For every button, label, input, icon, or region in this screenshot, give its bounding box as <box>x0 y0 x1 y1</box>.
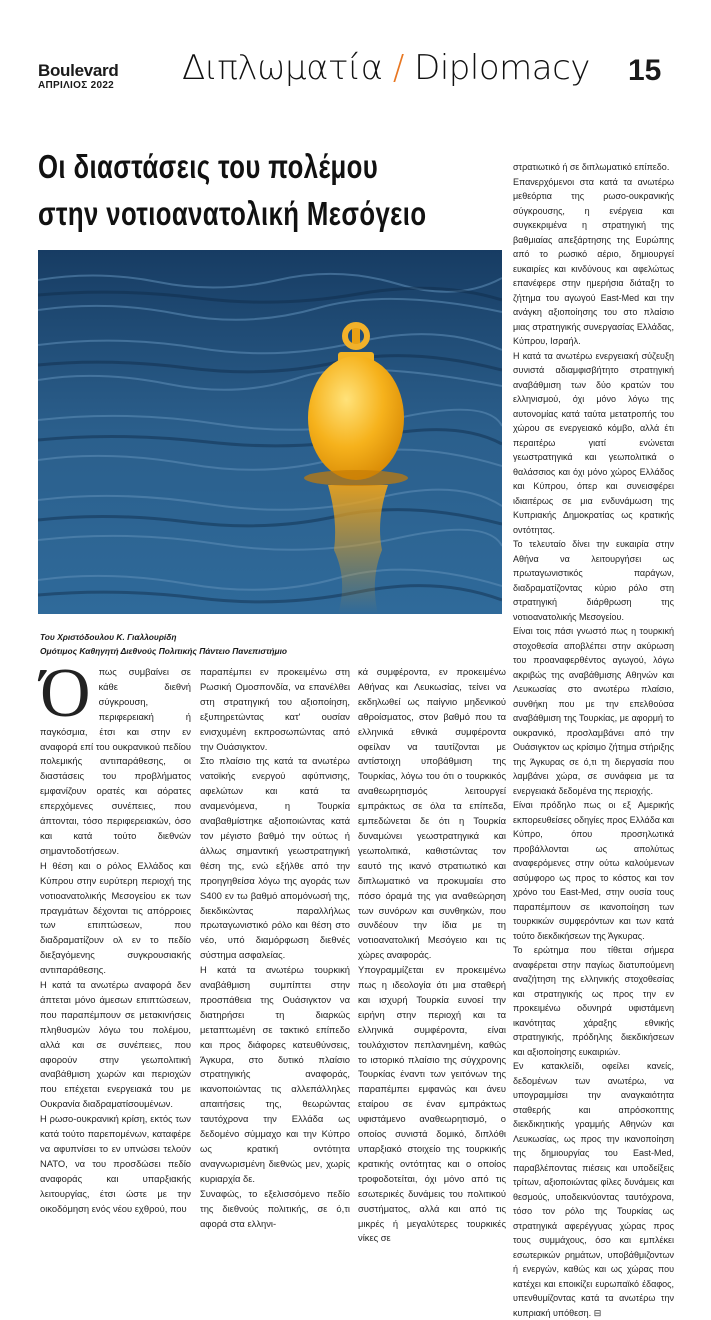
article-title <box>38 143 426 237</box>
buoy-photo <box>38 250 502 614</box>
section-title-greek: Διπλωματία <box>182 48 383 88</box>
column-4-text: στρατιωτικό ή σε διπλωματικό επίπεδο. Επανερχόμενοι στα κατά τα ανωτέρω μεθεόρτια της ρωσο-ουκρανικής σύγκρουσης, η ενέργεια και συγκεκριμένα η στρατηγική της βαθμιαίας απεξάρτησης της Ευρώπης από το ρωσικό αέριο, δημιουργεί ευκαιρίες και κινδύνους και αφελώτως επανέφερε στην ημερήσια διάταξη το ζήτημα του αγωγού East-Med και την ανάγκη αξιοποίησης του στο πλαίσιο μιας στρατηγικής συνεργασίας Ελλάδας, Κύπρου, Ισραήλ. Η κατά τα ανωτέρω ενεργειακή σύζευξη συνιστά αδιαμφισβήτητο στρατηγική αναβάθμιση των δύο κρατών του ελληνισμού, όχι μόνο λόγω της αυτονομίας κατά ταύτα μετατροπής του χώρου σε ενεργειακό κόμβο, αλλά έτι περαιτέρω γιατί ενώνεται γεωστρατηγικά και γεωπολιτικά ο θαλάσσιος και όχι μόνο χώρος Ελλάδος και Κύπρου, όπερ και συνεισφέρει ιδιαιτέρως σε μια ενδυνάμωση της Κυπριακής Δημοκρατίας ως κρατικής οντότητας. Το τελευταίο δίνει την ευκαιρία στην Αθήνα να λειτουργήσει ως πρωταγωνιστικός παράγων, διαδραματίζοντας κύριο ρόλο στη στρατηγική διάρθρωση της νοτιοανατολικής Μεσογείου. Είναι τοις πάσι γνωστό πως η τουρκική στοχοθεσία αποβλέπει στην ακύρωση του προαναφερθέντος αγωγού, λόγω ακριβώς της αναβάθμισης Αθηνών και Λευκωσίας στο ανωτέρω πλαίσιο, συνθήκη που με την επελθούσα αναβάθμιση της Τουρκίας, με αφορμή το ουκρανικό, προσλαμβάνει από την Ουάσιγκτον ως κρίσιμο ζήτημα στήριξης της Άγκυρας σε ό,τι τη διεργασία που λαμβάνει χώρα, σε συνάφεια με τα ενεργειακά δεδομένα της περιοχής. Είναι πρόδηλο πως οι εξ Αμερικής εκπορευθείσες οδηγίες προς Ελλάδα και Κύπρο, όπου προσηλωτικά προβάλλονται ως απολύτως αναφερόμενες στην ούτω καλούμενων ασύμφορο ως προς το κόστος και τον χρόνο του East-Med, στην ουσία τους παραπέμπουν σε ικανοποίηση των τουρκικών συμφερόντων και των κατά τούτο διεκδικήσεων της Άγκυρας. Το ερώτημα που τίθεται σήμερα αναφέρεται στην παγίως διατυπούμενη αναζήτηση της ελληνικής στοχοθεσίας και στρατηγικής ως προς την εν προκειμένω οδυνηρά υφιστάμενη ικανότητας χάραξης εθνικής στρατηγικής, πρόδηλης διεκδικήσεων και αξιοποίησης ευκαιριών. Εν κατακλείδι, οφείλει κανείς, δεδομένων των ανωτέρω, να υπογραμμίσει την αναγκαιότητα σταθερής και απρόσκοπτης διεκδικητικής γραμμής Αθηνών και Λευκωσίας, ως προς την ικανοποίηση της δημιουργίας του East-Med, παραβλέποντας πιέσεις και υποδείξεις τρίτων, αξιοποιώντας φίλες δυνάμεις και θεσμούς, υποδεικνύοντας ταυτόχρονα, τόσο τον ρόλο της Τουρκίας ως στρατηγικά αφερέγγυας χώρας προς τους συμμάχους, όσο και εμπλέκει εσωτερικών ρημάτων, υποβάθμιζοντων ή ενεργών, καθώς και ως χώρας που κατέχει και εποικίζει ευρωπαϊκό έδαφος, υπενθυμίζοντας κατά τα ανωτέρω την κυπριακή υπόθεση. <box>513 162 674 1318</box>
section-title-english: Diplomacy <box>414 48 590 88</box>
section-separator: / <box>392 48 404 88</box>
end-of-article-icon: ⊟ <box>593 1307 602 1318</box>
article-column-3 <box>358 665 506 1246</box>
masthead <box>38 62 118 91</box>
author-title: Ομότιμος Καθηγητή Διεθνούς Πολιτικής Πάντειο Πανεπιστήμιο <box>40 646 288 656</box>
article-column-1 <box>40 655 191 1217</box>
title-line-2: στην νοτιοανατολική Μεσόγειο <box>38 195 427 232</box>
column-2-text: παραπέμπει εν προκειμένω στη Ρωσική Ομοσπονδία, να επανέλθει στη στρατηγική του αξιοποίηση, εξυπηρετώντας κατ' ουσίαν ενισχυμένη εκπροσωπώντας από την Ουάσιγκτον. Στο πλαίσιο της κατά τα ανωτέρω νατοϊκής ενεργού αφύπνισης, αφελώτων και κατά τα αναμενόμενα, η Τουρκία αναβαθμίστηκε αξιοποιώντας κατά τον μέγιστο βαθμό την ούτως ή άλλως σημαντική γεωστρατηγική θέση της, ενώ εξήλθε από την προηγηθείσα λόγω της αγοράς των S400 εν τω βαθμό απομόνωσή της, διεκδικώντας παραλλήλως πρωταγωνιστικό ρόλο και θέση στο νέο, υπό διαμόρφωση διεθνές σύστημα ασφαλείας. Η κατά τα ανωτέρω τουρκική αναβάθμιση συμπίπτει στην προσπάθεια της Ουάσιγκτον να διατηρήσει τη διαρκώς μεταπτωμένη σε τακτικό επίπεδο και προς διάφορες κατευθύνσεις, Άγκυρα, στο δυτικό πλαίσιο στρατηγικής αναφοράς, ικανοποιώντας τις αλλεπάλληλες απαιτήσεις της, θεωρώντας ταυτόχρονα την Ελλάδα ως δεδομένο σύμμαχο και την Κύπρο ως κρατική οντότητα αναγνωρισμένη διεθνώς μεν, χωρίς κυριαρχία δε. Συναφώς, το εξελισσόμενο πεδίο της διεθνούς πολιτικής, σε ό,τι αφορά στα ελληνι- <box>200 666 350 1229</box>
issue-date: ΑΠΡΙΛΙΟΣ 2022 <box>38 80 115 91</box>
page-number: 15 <box>628 54 662 87</box>
drop-cap: Ό <box>40 655 91 732</box>
title-line-1: Οι διαστάσεις του πολέμου <box>38 148 379 185</box>
brand-logo: Boulevard <box>38 61 119 80</box>
buoy-sea-image <box>38 250 502 614</box>
article-column-2 <box>200 665 350 1231</box>
byline <box>40 630 287 658</box>
author-name: Του Χριστόδουλου Κ. Γιαλλουρίδη <box>40 632 177 642</box>
section-heading <box>182 48 590 88</box>
column-1-text: πως συμβαίνει σε κάθε διεθνή σύγκρουση, περιφερειακή ή παγκόσμια, έτσι και στην εν αναφορά επί του ουκρανικού πεδίου πολεμικής αντιπαράθεσης, οι διαστάσεις του προβλήματος εμφανίζουν ορατές και αόρατες επερχόμενες συνέπειες, που άπτονται, τόσο περιφερειακών, όσο και κατά τούτο διεθνών σημαντοδοτήσεων. Η θέση και ο ρόλος Ελλάδος και Κύπρου στην ευρύτερη περιοχή της νοτιοανατολικής Μεσογείου εκ των πραγμάτων δέχονται τις απόρροιες των επιπτώσεων, που διαδραματίζουν ολ εν το πεδίο διεξαγόμενης συγκρουσιακής αντιπαράθεσης. Η κατά τα ανωτέρω αναφορά δεν άπτεται μόνο άμεσων επιπτώσεων, που παραπέμπουν σε μετακινήσεις πληθυσμών λόγω του πολέμου, αλλά και σε συνέπειες, που αφορούν στην γεωπολιτική αναβάθμιση χωρών και περιοχών που επέχεται ενεργειακά του με Ουκρανία διαδραματίσουμένων. Η ρωσο-ουκρανική κρίση, εκτός των κατά τούτο παρεπομένων, καταφέρε να αφυπνίσει το εν υπνώσει τελούν ΝΑΤΟ, να του προσδώσει πεδίο αναφοράς και υπαρξιακής λειτουργίας, έτσι ώστε με την οικοδόμηση ενός νέου εχθρού, που <box>40 666 191 1214</box>
column-3-text: κά συμφέροντα, εν προκειμένω Αθήνας και Λευκωσίας, τείνει να εκδηλωθεί ως παίγνιο μηδενικού αθροίσματος, στον βαθμό που τα ελληνικά εθνικά συμφέροντα οφείλαν να ταυτίζονται με αντίστοιχη υποβάθμιση της Τουρκίας, λόγω του ότι ο τουρκικός αναθεωρητισμός λειτουργεί εμπράκτως σε όλα τα επίπεδα, εμπεδώνεται δε ότι η Τουρκία δυναμώνει γεωστρατηγικά και γεωπολιτικά, καθιστώντας τον εαυτό της ικανό στρατιωτικό και διπλωματικό να προκυμαίει στο πόσο όραμά της για αναθεώρηση των συνόρων και συνθηκών, που συνδέουν την ίδια με τη νοτιοανατολική Μεσόγειο και τις χώρες αναφοράς. Υπογραμμίζεται εν προκειμένω πως η ιδεολογία ότι μια σταθερή και ισχυρή Τουρκία ευνοεί την ειρήνη στην περιοχή και τα ελληνικά συμφέροντα, είναι τουλάχιστον πεπλανημένη, καθώς το ιστορικό πλαίσιο της σύγχρονης Τουρκίας έναντι των γειτόνων της παραπέμπει εμφανώς και άνευ εταίρου σε έναν εμπράκτως υφιστάμενο αναθεωρητισμό, ο οποίος συνιστά δομικό, διπλόθι υπαρξιακό στοιχείο της τουρκικής κρατικής οντότητας και ο οποίος τροφοδοτείται, όχι μόνο από τις εσωτερικές δυνάμεις του πολιτικού συστήματος, αλλά και από τις μικρές ή μεγαλύτερες τουρκικές νίκες σε <box>358 666 506 1244</box>
article-column-4 <box>513 160 674 1320</box>
